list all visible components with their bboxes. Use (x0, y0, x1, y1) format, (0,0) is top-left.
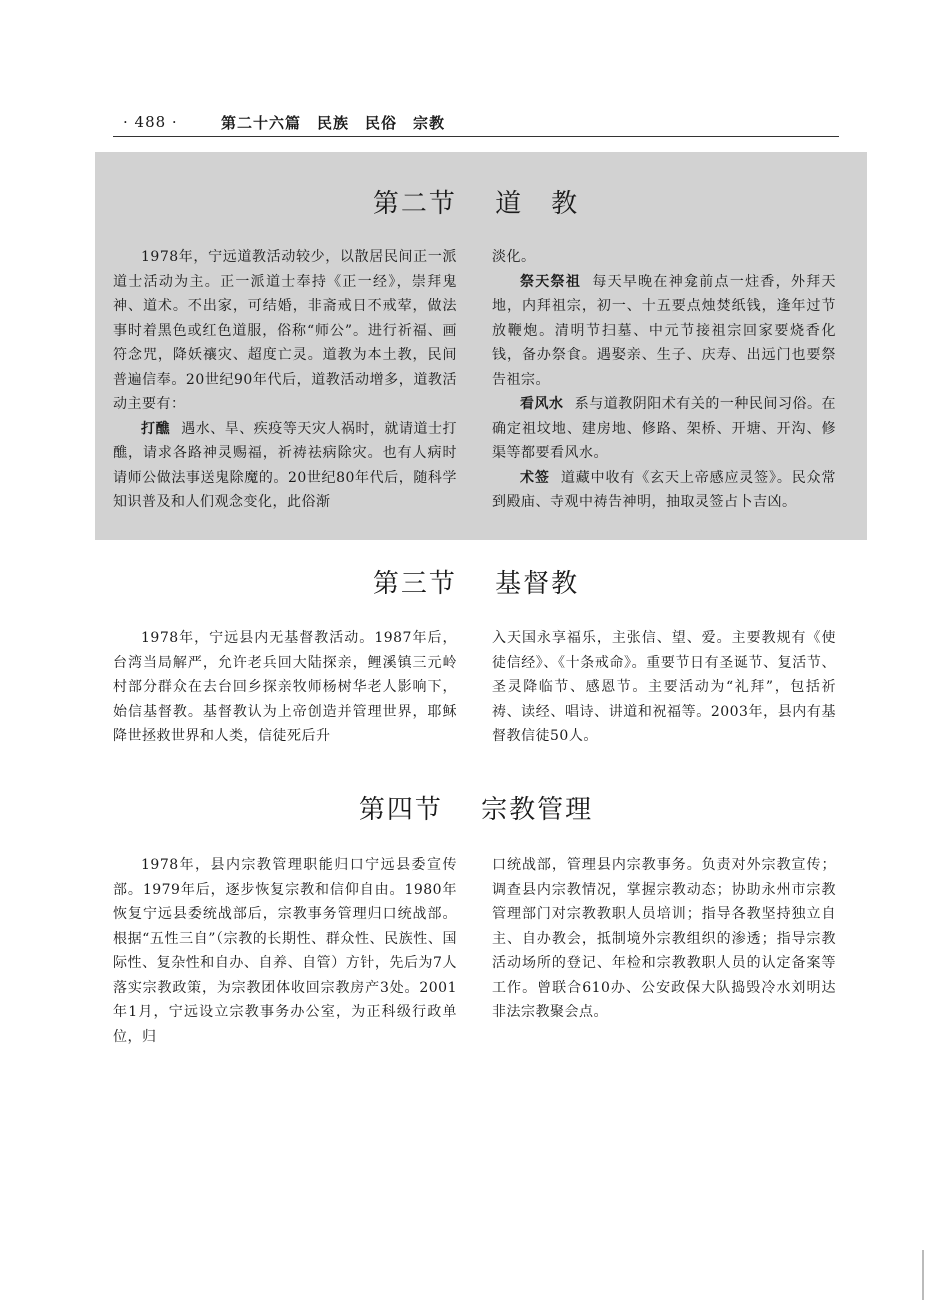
section-administration-right-column (492, 853, 836, 1025)
paragraph: 淡化。 (492, 249, 536, 265)
header-rule (113, 136, 839, 137)
section-taoism-right-column (492, 245, 836, 515)
paragraph (492, 466, 836, 515)
section-administration-left-column (113, 853, 457, 1049)
paragraph-text: 遇水、旱、疾疫等天灾人祸时，就请道士打醮，请求各路神灵赐福，祈祷祛病除灾。也有人病时请师公做法事送鬼除魔的。20世纪80年代后，随科学知识普及和人们观念变化，此俗渐 (113, 420, 457, 510)
keyword: 打醮 (141, 420, 171, 437)
paragraph: 入天国永享福乐，主张信、望、爱。主要教规有《使徒信经》、《十条戒命》。重要节日有圣诞节、复活节、圣灵降临节、感恩节。主要活动为“礼拜”，包括祈祷、读经、唱诗、讲道和祝福等。2003年，县内有基督教信徒50人。 (492, 630, 836, 744)
section-title-christianity: 第三节 基督教 (372, 569, 580, 599)
section-christianity-left-column (113, 626, 457, 749)
keyword: 看风水 (520, 396, 564, 412)
scan-edge-mark (922, 1250, 924, 1300)
paragraph: 1978年，宁远道教活动较少，以散居民间正一派道士活动为主。正一派道士奉持《正一经》，崇拜鬼神、道术。不出家，可结婚，非斋戒日不戒荤，做法事时着黑色或红色道服，俗称“师公”。进行祈福、画符念咒，降妖禳灾、超度亡灵。道教为本土教，民间普遍信奉。20世纪90年代后，道教活动增多，道教活动主要有： (113, 249, 457, 412)
keyword: 术签 (520, 469, 550, 486)
paragraph (492, 270, 836, 393)
paragraph: 口统战部，管理县内宗教事务。负责对外宗教宣传；调查县内宗教情况，掌握宗教动态；协助永州市宗教管理部门对宗教教职人员培训；指导各教坚持独立自主、自办教会，抵制境外宗教组织的渗透；指导宗教活动场所的登记、年检和宗教教职人员的认定备案等工作。曾联合610办、公安政保大队捣毁冷水刘明达非法宗教聚会点。 (492, 857, 836, 1020)
section-taoism-left-column (113, 245, 457, 515)
keyword: 祭天祭祖 (520, 273, 582, 290)
section-title-religious-administration: 第四节 宗教管理 (358, 795, 594, 825)
section-christianity-right-column (492, 626, 836, 749)
running-header (113, 111, 839, 135)
page-number: · 488 · (123, 113, 178, 131)
paragraph: 1978年，宁远县内无基督教活动。1987年后，台湾当局解严，允许老兵回大陆探亲，鲤溪镇三元岭村部分群众在去台回乡探亲牧师杨树华老人影响下，始信基督教。基督教认为上帝创造并管理世界，耶稣降世拯救世界和人类，信徒死后升 (113, 630, 457, 744)
section-title-taoism: 第二节 道 教 (372, 189, 580, 219)
chapter-title: 第二十六篇 民族 民俗 宗教 (221, 114, 446, 132)
paragraph: 1978年，县内宗教管理职能归口宁远县委宣传部。1979年后，逐步恢复宗教和信仰自由。1980年恢复宁远县委统战部后，宗教事务管理归口统战部。根据“五性三自”（宗教的长期性、群众性、民族性、国际性、复杂性和自办、自养、自管）方针，先后为7人落实宗教政策，为宗教团体收回宗教房产3处。2001年1月，宁远设立宗教事务办公室，为正科级行政单位，归 (113, 857, 457, 1045)
paragraph-text: 道藏中收有《玄天上帝感应灵签》。民众常到殿庙、寺观中祷告神明，抽取灵签占卜吉凶。 (492, 469, 837, 510)
paragraph-text: 每天早晚在神龛前点一炷香，外拜天地，内拜祖宗，初一、十五要点烛焚纸钱，逢年过节放鞭炮。清明节扫墓、中元节接祖宗回家要烧香化钱，备办祭食。遇娶亲、生子、庆寿、出远门也要祭告祖宗。 (492, 273, 837, 388)
paragraph-text: 系与道教阴阳术有关的一种民间习俗。在确定祖坟地、建房地、修路、架桥、开塘、开沟、修渠等都要看风水。 (492, 396, 836, 461)
paragraph (492, 392, 836, 466)
paragraph (113, 417, 457, 515)
